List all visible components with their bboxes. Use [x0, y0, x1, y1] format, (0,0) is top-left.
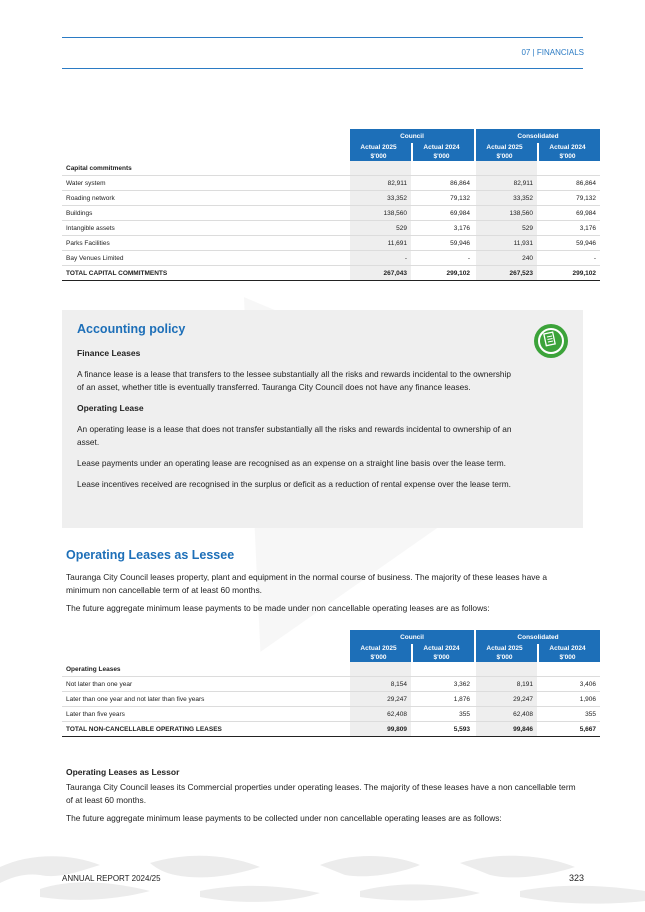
column-header: Actual 2024 $'000 [539, 644, 600, 662]
document-checklist-icon [534, 324, 568, 358]
header-rule-top [62, 37, 583, 38]
policy-title: Accounting policy [77, 322, 186, 336]
header-rule-bottom [62, 68, 583, 69]
footer-page-number: 323 [568, 873, 584, 883]
column-header: Actual 2024 $'000 [539, 143, 600, 161]
lessor-paragraph-2: The future aggregate minimum lease payments to be collected under non cancellable operating leases are as follows: [66, 813, 502, 823]
table-total-row: TOTAL CAPITAL COMMITMENTS 267,043 299,102 267,523 299,102 [62, 266, 600, 281]
table-row: Roading network 33,352 79,132 33,352 79,132 [62, 191, 600, 206]
table-row: Bay Venues Limited - - 240 - [62, 251, 600, 266]
column-header: Actual 2024 $'000 [413, 644, 474, 662]
column-header: Actual 2025 $'000 [476, 644, 537, 662]
group-header-council: Council [350, 630, 474, 644]
column-header: Actual 2025 $'000 [350, 644, 411, 662]
column-header: Actual 2025 $'000 [350, 143, 411, 161]
lessee-paragraph-2: The future aggregate minimum lease payments to be made under non cancellable operating leases are as follows: [66, 603, 490, 613]
operating-lease-heading: Operating Lease [77, 403, 144, 413]
table-row: Later than five years 62,408 355 62,408 355 [62, 707, 600, 722]
lessee-section-title: Operating Leases as Lessee [66, 548, 235, 562]
table-row: Not later than one year 8,154 3,362 8,191 3,406 [62, 677, 600, 692]
finance-leases-text: A finance lease is a lease that transfers to the lessee substantially all the risks and rewards incidental to the ownership of an asset, whether title is eventually transferred. Tauranga City Council does not have any finance leases. [77, 369, 511, 392]
operating-lease-text-1: An operating lease is a lease that does not transfer substantially all the risks and rewards incidental to ownership of an asset. [77, 424, 512, 447]
section-label: 07 | FINANCIALS [521, 48, 584, 57]
table-section-title: Operating Leases [62, 662, 350, 677]
table-row: Buildings 138,560 69,984 138,560 69,984 [62, 206, 600, 221]
lessor-heading: Operating Leases as Lessor [66, 767, 180, 777]
group-header-consolidated: Consolidated [476, 630, 600, 644]
accounting-policy-box [62, 310, 583, 528]
group-header-council: Council [350, 129, 474, 143]
operating-lease-text-2: Lease payments under an operating lease are recognised as an expense on a straight line basis over the lease term. [77, 458, 506, 468]
lessee-paragraph-1: Tauranga City Council leases property, plant and equipment in the normal course of business. The majority of these leases have a minimum non cancellable term of at least 60 months. [66, 572, 548, 595]
table-row: Intangible assets 529 3,176 529 3,176 [62, 221, 600, 236]
table-row: Later than one year and not later than five years 29,247 1,876 29,247 1,906 [62, 692, 600, 707]
operating-leases-table [62, 630, 600, 737]
finance-leases-heading: Finance Leases [77, 348, 141, 358]
column-header: Actual 2025 $'000 [476, 143, 537, 161]
table-row: Parks Facilities 11,691 59,946 11,931 59,946 [62, 236, 600, 251]
operating-lease-text-3: Lease incentives received are recognised in the surplus or deficit as a reduction of rental expense over the lease term. [77, 479, 511, 489]
lessor-paragraph-1: Tauranga City Council leases its Commercial properties under operating leases. The majority of these leases have a non cancellable term of at least 60 months. [66, 782, 576, 805]
footer-report-name: ANNUAL REPORT 2024/25 [62, 874, 161, 883]
column-header: Actual 2024 $'000 [413, 143, 474, 161]
table-total-row: TOTAL NON-CANCELLABLE OPERATING LEASES 99,809 5,593 99,846 5,667 [62, 722, 600, 737]
policy-body [77, 347, 517, 499]
table-section-title: Capital commitments [62, 161, 350, 176]
group-header-consolidated: Consolidated [476, 129, 600, 143]
capital-commitments-table [62, 129, 600, 281]
table-row: Water system 82,911 86,864 82,911 86,864 [62, 176, 600, 191]
